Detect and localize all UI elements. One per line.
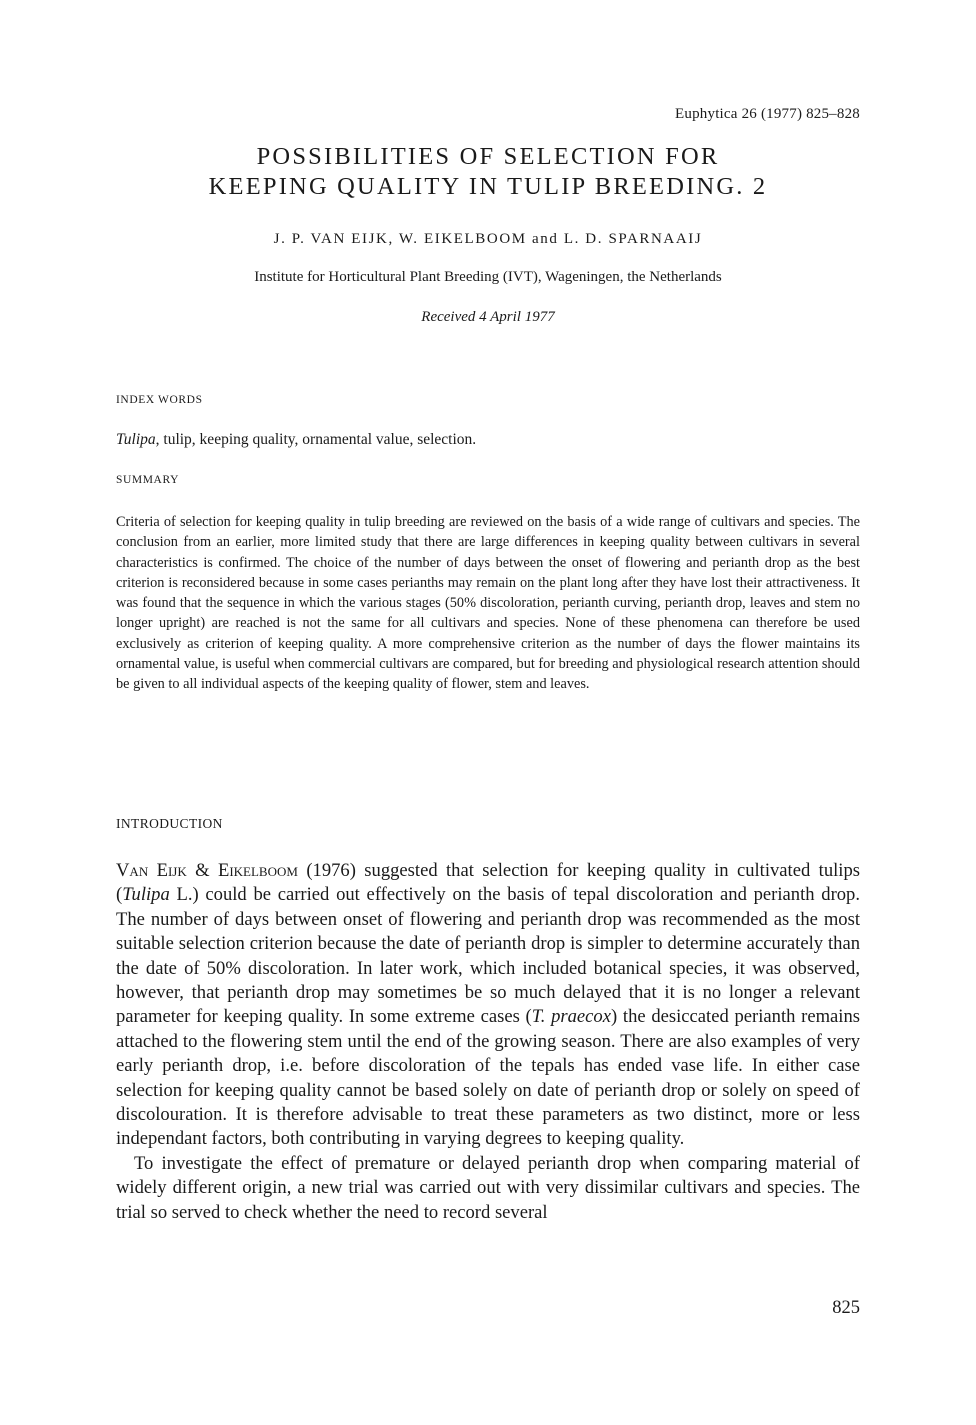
received-date: Received 4 April 1977 — [421, 309, 555, 325]
paper-title — [116, 142, 860, 202]
title-line-2: KEEPING QUALITY IN TULIP BREEDING. 2 — [208, 173, 768, 200]
title-line-1: POSSIBILITIES OF SELECTION FOR — [256, 143, 720, 170]
keyword-genus: Tulipa — [116, 431, 156, 448]
introduction-heading: INTRODUCTION — [116, 816, 223, 831]
paragraph-text: L.) could be carried out effectively on the basis of tepal discoloration and perianth drop. The number of days between onset of flowering and perianth drop was recommended as the most suitable selection criterion because the date of perianth drop is simpler to determine accurately than the date of 50% discoloration. In later work, which included botanical species, it was observed, however, that perianth drop may sometimes be so much delayed that it is no longer a relevant parameter for keeping quality. In some extreme cases ( — [116, 884, 860, 1028]
paragraph-text: ) the desiccated perianth remains attached to the flowering stem until the end of the growing season. There are also examples of very early perianth drop, i.e. before discoloration of the tepals has ended vase life. In either case selection for keeping quality cannot be based solely on date of perianth drop or solely on speed of discolouration. It is therefore advisable to treat these parameters as two distinct, more or less independant factors, both contributing in varying degrees to keeping quality. — [116, 1006, 860, 1150]
genus-name: Tulipa — [122, 884, 170, 906]
intro-paragraph-2: To investigate the effect of premature or delayed perianth drop when comparing material of widely different origin, a new trial was carried out with very dissimilar cultivars and species. The trial so served to check whether the need to record several — [116, 1152, 860, 1223]
keyword-rest: , tulip, keeping quality, ornamental value, selection. — [155, 431, 477, 448]
introduction-body — [116, 859, 860, 1225]
summary-text: Criteria of selection for keeping quality in tulip breeding are reviewed on the basis of a wide range of cultivars and species. The conclusion from an earlier, more limited study that there are large differences in keeping quality between cultivars in several characteristics is confirmed. The choice of the number of days between the onset of flowering and perianth drop as the best criterion is reconsidered because in some cases perianths may remain on the plant long after they have lost their attractiveness. It was found that the sequence in which the various stages (50% discoloration, perianth curving, perianth drop, leaves and stem no longer upright) are reached is not the same for all cultivars and species. None of these phenomena can therefore be used exclusively as criterion of keeping quality. A more comprehensive criterion as the number of days the flower maintains its ornamental value, is useful when commercial cultivars are compared, but for breeding and physiological research attention should be given to all individual aspects of the keeping quality of flower, stem and leaves. — [116, 514, 860, 693]
affiliation: Institute for Horticultural Plant Breeding (IVT), Wageningen, the Netherlands — [254, 269, 722, 285]
page-number: 825 — [832, 1298, 860, 1318]
keywords — [116, 431, 476, 449]
summary-heading: SUMMARY — [116, 474, 179, 486]
intro-paragraph-1 — [116, 859, 860, 1152]
paragraph-text: (1976) suggested that selection for keeping quality in cultivated tulips ( — [116, 860, 860, 906]
citation-authors: Van Eijk & Eikelboom — [116, 860, 298, 881]
index-words-heading: INDEX WORDS — [116, 394, 203, 406]
journal-reference: Euphytica 26 (1977) 825–828 — [675, 106, 860, 122]
author-list: J. P. VAN EIJK, W. EIKELBOOM and L. D. SPARNAAIJ — [273, 231, 703, 247]
species-name: T. praecox — [531, 1006, 611, 1028]
